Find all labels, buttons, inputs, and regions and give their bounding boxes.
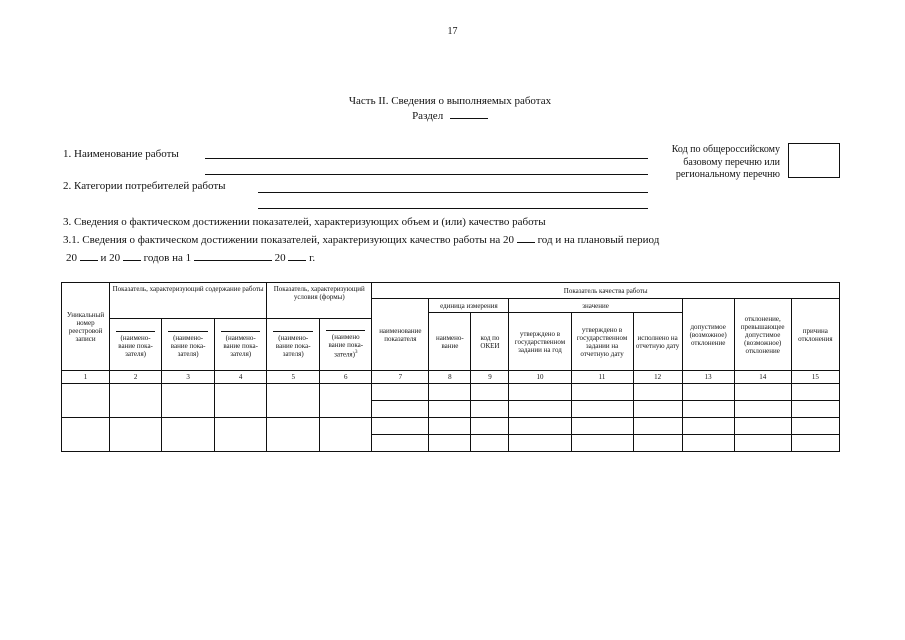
col-num: 8 — [429, 371, 471, 384]
cell[interactable] — [62, 418, 110, 452]
cell[interactable] — [372, 401, 429, 418]
col-num: 12 — [633, 371, 682, 384]
code-label-line-3: региональному перечню — [675, 169, 780, 180]
year-blank-2[interactable] — [80, 260, 98, 261]
col-num: 14 — [734, 371, 791, 384]
cell[interactable] — [429, 384, 471, 401]
cell[interactable] — [633, 435, 682, 452]
cell[interactable] — [62, 384, 110, 418]
cell[interactable] — [471, 401, 509, 418]
col-num: 5 — [267, 371, 320, 384]
col-num: 13 — [682, 371, 734, 384]
col-num: 7 — [372, 371, 429, 384]
col-num: 1 — [62, 371, 110, 384]
header-value: значение — [509, 299, 682, 313]
col-num: 11 — [571, 371, 633, 384]
header-approved-date: утверждено в государственном задании на отчетную дату — [571, 313, 633, 371]
section-3-text: 3. Сведения о фактическом достижении показателей, характеризующих объем и (или) качество работы — [63, 216, 546, 228]
cell[interactable] — [320, 384, 372, 418]
sub-line-b: вание пока- — [328, 341, 364, 350]
section-heading — [300, 110, 600, 122]
sub-line-a: (наимено- — [225, 334, 256, 342]
sub-line-b: вание пока- — [223, 342, 258, 350]
cell[interactable] — [267, 418, 320, 452]
header-quality-indicator: Показатель качества работы — [372, 283, 840, 299]
period-years-on: годов на 1 — [143, 252, 192, 264]
header-deviation-reason: причина отклонения — [791, 299, 839, 371]
cell[interactable] — [429, 401, 471, 418]
cell[interactable] — [734, 418, 791, 435]
cell[interactable] — [509, 401, 571, 418]
footnote-mark: 3 — [354, 350, 358, 356]
cell[interactable] — [509, 418, 571, 435]
sub-line-b: вание пока- — [170, 342, 206, 350]
cell[interactable] — [162, 384, 215, 418]
sub-line-c: зателя) — [230, 350, 252, 358]
table-row — [62, 384, 840, 401]
period-g: г. — [309, 252, 316, 264]
column-number-row — [62, 371, 840, 384]
header-content-indicator: Показатель, характеризующий содержание работы — [110, 283, 267, 319]
sub-line-c: зателя) — [282, 350, 304, 358]
sub-line-c: зателя) — [177, 350, 199, 358]
cell[interactable] — [571, 384, 633, 401]
cell[interactable] — [372, 384, 429, 401]
cell[interactable] — [682, 418, 734, 435]
header-unit: единица измерения — [429, 299, 509, 313]
col-num: 9 — [471, 371, 509, 384]
section-31-tail: год и на плановый период — [537, 234, 660, 246]
cell[interactable] — [429, 435, 471, 452]
cell[interactable] — [471, 384, 509, 401]
date-blank[interactable] — [194, 260, 272, 261]
col-num: 10 — [509, 371, 571, 384]
table-row — [62, 418, 840, 435]
year-blank-3[interactable] — [123, 260, 141, 261]
cell[interactable] — [471, 435, 509, 452]
sub-line-a: (наимено — [331, 333, 360, 342]
col-num: 6 — [320, 371, 372, 384]
cell[interactable] — [509, 384, 571, 401]
cell[interactable] — [682, 384, 734, 401]
cell[interactable] — [162, 418, 215, 452]
sub-line-a: (наимено- — [173, 334, 204, 342]
header-indicator-name: наименование показателя — [372, 299, 429, 371]
cell[interactable] — [682, 401, 734, 418]
sub-line-a: (наимено- — [278, 334, 309, 342]
work-name-label: 1. Наименование работы — [63, 148, 179, 160]
work-name-line-2[interactable] — [205, 174, 648, 175]
period-20a: 20 — [66, 252, 77, 264]
cell[interactable] — [791, 418, 839, 435]
cell[interactable] — [471, 418, 509, 435]
section-31-text — [63, 234, 659, 246]
header-sub-indicator-3 — [215, 319, 267, 371]
header-done: исполнено на отчетную дату — [633, 313, 682, 371]
header-sub-indicator-5 — [320, 319, 372, 371]
cell[interactable] — [734, 384, 791, 401]
cell[interactable] — [734, 435, 791, 452]
work-name-line[interactable] — [205, 158, 648, 159]
sub-line-c: зателя) — [334, 350, 355, 359]
cell[interactable] — [791, 401, 839, 418]
page-number: 17 — [447, 26, 458, 37]
period-line — [66, 252, 315, 264]
quality-table — [61, 282, 840, 452]
code-label — [650, 144, 780, 182]
cell[interactable] — [267, 384, 320, 418]
header-sub-indicator-4 — [267, 319, 320, 371]
consumer-category-label: 2. Категории потребителей работы — [63, 180, 226, 192]
header-allowed-deviation: допустимое (возможное) отклонение — [682, 299, 734, 371]
code-label-line-2: базовому перечню или — [683, 156, 780, 168]
cell[interactable] — [215, 418, 267, 452]
section-31-main: 3.1. Сведения о фактическом достижении показателей, характеризующих качество работы на 20 — [63, 234, 515, 246]
consumer-category-line[interactable] — [258, 192, 648, 193]
cell[interactable] — [215, 384, 267, 418]
period-20b: 20 — [274, 252, 286, 264]
cell[interactable] — [571, 401, 633, 418]
col-num: 2 — [110, 371, 162, 384]
cell[interactable] — [734, 401, 791, 418]
header-unique-number: Уникальный номер реестровой записи — [62, 283, 110, 371]
cell[interactable] — [110, 384, 162, 418]
consumer-category-line-2[interactable] — [258, 208, 648, 209]
col-num: 15 — [791, 371, 839, 384]
sub-line-b: вание пока- — [275, 342, 311, 350]
sub-line-b: вание пока- — [118, 342, 153, 350]
header-okei-code: код по ОКЕИ — [471, 313, 509, 371]
cell[interactable] — [791, 384, 839, 401]
header-exceeding-deviation: отклонение, превышающее допустимое (возможное) отклонение — [734, 299, 791, 371]
header-unit-name: наимено-вание — [429, 313, 471, 371]
sub-line-a: (наимено- — [120, 334, 151, 342]
part-heading: Часть II. Сведения о выполняемых работах — [348, 95, 552, 107]
section-blank[interactable] — [450, 118, 488, 119]
sub-line-c: зателя) — [125, 350, 147, 358]
cell[interactable] — [571, 435, 633, 452]
cell[interactable] — [633, 401, 682, 418]
code-box[interactable] — [788, 143, 840, 178]
cell[interactable] — [110, 418, 162, 452]
year-blank-4[interactable] — [288, 260, 306, 261]
header-approved-year: утверждено в государственном задании на год — [509, 313, 571, 371]
cell[interactable] — [429, 418, 471, 435]
cell[interactable] — [633, 384, 682, 401]
cell[interactable] — [509, 435, 571, 452]
cell[interactable] — [372, 435, 429, 452]
cell[interactable] — [320, 418, 372, 452]
cell[interactable] — [633, 418, 682, 435]
code-label-line-1: Код по общероссийскому — [671, 144, 780, 155]
header-sub-indicator-1 — [110, 319, 162, 371]
cell[interactable] — [571, 418, 633, 435]
header-sub-indicator-2 — [162, 319, 215, 371]
header-conditions-indicator: Показатель, характеризующий условия (формы) — [267, 283, 372, 319]
year-blank-1[interactable] — [517, 242, 535, 243]
section-label: Раздел — [412, 110, 444, 122]
col-num: 4 — [215, 371, 267, 384]
cell[interactable] — [372, 418, 429, 435]
cell[interactable] — [791, 435, 839, 452]
cell[interactable] — [682, 435, 734, 452]
period-and-20: и 20 — [100, 252, 121, 264]
col-num: 3 — [162, 371, 215, 384]
